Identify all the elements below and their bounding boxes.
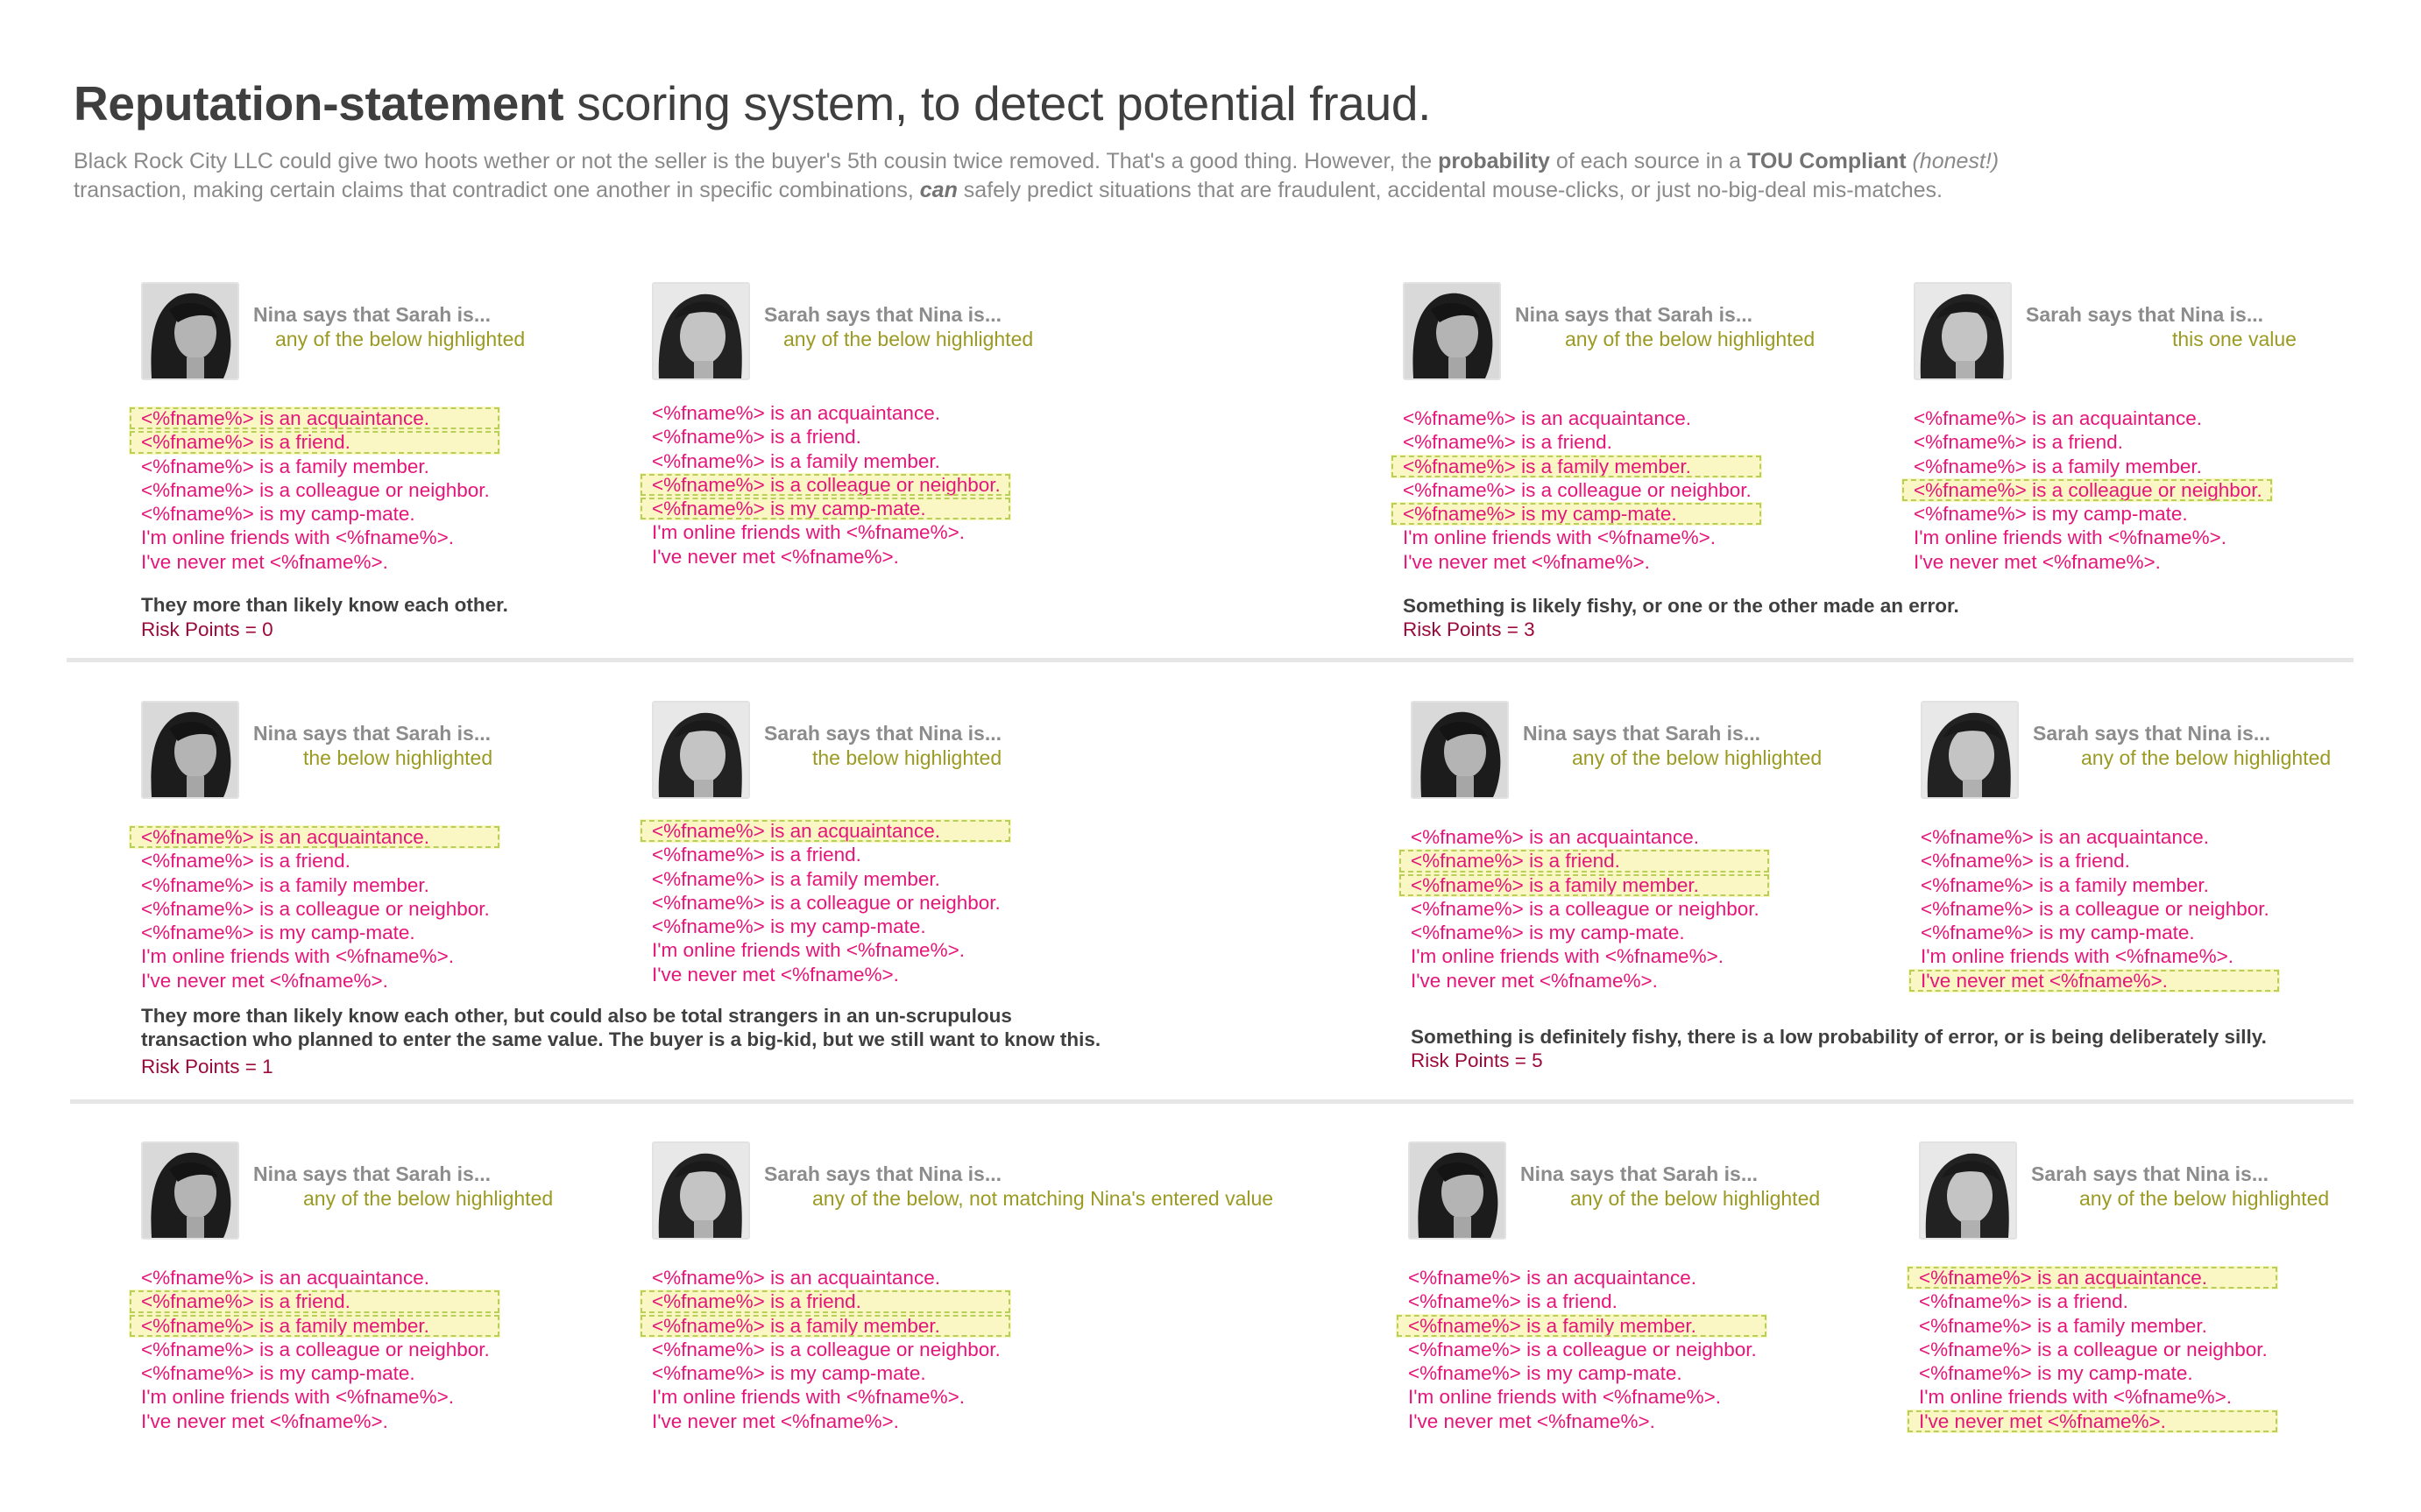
option-item: <%fname%> is a friend.: [1914, 431, 2123, 454]
intro-text-4: safely predict situations that are fraudulent, accidental mouse-clicks, or just no-big-deal mis-matches.: [957, 178, 1943, 202]
option-item: I'm online friends with <%fname%>.: [1914, 526, 2226, 549]
option-item: <%fname%> is a friend.: [1921, 850, 2130, 873]
nina-sub: any of the below highlighted: [1572, 746, 1823, 769]
option-item: <%fname%> is my camp-mate.: [1919, 1362, 2193, 1385]
option-item: I've never met <%fname%>.: [1907, 1410, 2278, 1433]
sarah-sub: the below highlighted: [812, 746, 1002, 769]
option-item: <%fname%> is an acquaintance.: [1403, 407, 1691, 429]
option-item: <%fname%> is an acquaintance.: [1921, 826, 2209, 848]
nina-portrait: [1412, 703, 1507, 797]
option-item: <%fname%> is a family member.: [1921, 873, 2209, 896]
intro-text-1: Black Rock City LLC could give two hoots wether or not the seller is the buyer's 5th cousin twice removed. That's a good thing. However, the: [74, 149, 1439, 173]
nina-portrait: [1405, 284, 1499, 378]
option-item: I've never met <%fname%>.: [1411, 969, 1658, 992]
option-item: I've never met <%fname%>.: [652, 1410, 899, 1432]
option-item: <%fname%> is my camp-mate.: [1391, 502, 1762, 526]
nina-options: [129, 825, 500, 993]
sarah-says: Sarah says that Nina is...: [2033, 722, 2271, 745]
option-item: <%fname%> is a friend.: [652, 426, 861, 449]
intro-honest: (honest!): [1912, 149, 2000, 173]
sarah-says: Sarah says that Nina is...: [764, 722, 1002, 745]
nina-sub: any of the below highlighted: [275, 328, 526, 350]
option-item: <%fname%> is a family member.: [129, 1314, 500, 1338]
verdict-line-2: transaction who planned to enter the same value. The buyer is a big-kid, but we still want to know this.: [141, 1028, 1101, 1050]
sarah-sub: any of the below, not matching Nina's entered value: [812, 1187, 1274, 1210]
nina-options: [129, 1266, 500, 1433]
option-item: <%fname%> is an acquaintance.: [1914, 407, 2202, 429]
risk-points: Risk Points = 3: [1403, 618, 1535, 640]
option-item: <%fname%> is my camp-mate.: [652, 1362, 926, 1385]
option-item: I'm online friends with <%fname%>.: [1919, 1386, 2232, 1409]
option-item: <%fname%> is my camp-mate.: [1921, 922, 2195, 944]
nina-sub: the below highlighted: [303, 746, 493, 769]
option-item: <%fname%> is my camp-mate.: [640, 497, 1011, 520]
nina-portrait: [1410, 1143, 1504, 1238]
option-item: <%fname%> is a colleague or neighbor.: [1919, 1338, 2268, 1360]
option-item: <%fname%> is a family member.: [1919, 1314, 2207, 1337]
option-item: <%fname%> is a family member.: [1398, 873, 1770, 897]
option-item: <%fname%> is my camp-mate.: [1914, 503, 2188, 526]
option-item: <%fname%> is a friend.: [652, 844, 861, 866]
option-item: I've never met <%fname%>.: [1908, 969, 2280, 993]
sarah-sub: any of the below highlighted: [783, 328, 1034, 350]
option-item: <%fname%> is a colleague or neighbor.: [1901, 478, 2273, 502]
option-item: I'm online friends with <%fname%>.: [1411, 945, 1724, 968]
divider-1: [67, 658, 2354, 662]
option-item: <%fname%> is a family member.: [1914, 455, 2202, 477]
verdict: They more than likely know each other.: [141, 594, 508, 616]
option-item: I'm online friends with <%fname%>.: [141, 526, 454, 549]
option-item: I'm online friends with <%fname%>.: [141, 1386, 454, 1409]
intro-text-3: transaction, making certain claims that contradict one another in specific combinations,: [74, 178, 920, 202]
option-item: I'm online friends with <%fname%>.: [652, 521, 965, 544]
option-item: I'm online friends with <%fname%>.: [652, 939, 965, 962]
option-item: <%fname%> is a friend.: [640, 1289, 1011, 1313]
option-item: <%fname%> is an acquaintance.: [652, 402, 940, 424]
nina-sub: any of the below highlighted: [1565, 328, 1816, 350]
intro-paragraph: [74, 147, 2352, 205]
verdict: [141, 1004, 1101, 1051]
option-item: I've never met <%fname%>.: [141, 550, 388, 573]
intro-text-2: of each source in a: [1549, 149, 1748, 173]
intro-tou-compliant: TOU Compliant: [1747, 149, 1907, 173]
option-item: <%fname%> is a colleague or neighbor.: [141, 1338, 490, 1360]
sarah-portrait: [654, 284, 748, 378]
option-item: I'm online friends with <%fname%>.: [1403, 526, 1716, 549]
nina-avatar: [141, 282, 239, 380]
nina-options: [1391, 406, 1762, 574]
sarah-avatar: [652, 282, 750, 380]
option-item: <%fname%> is a colleague or neighbor.: [1411, 897, 1759, 920]
option-item: <%fname%> is an acquaintance.: [129, 825, 500, 849]
nina-avatar: [141, 701, 239, 799]
option-item: <%fname%> is an acquaintance.: [1907, 1266, 2278, 1289]
sarah-portrait: [1915, 284, 2010, 378]
option-item: <%fname%> is a colleague or neighbor.: [652, 1338, 1001, 1360]
nina-says: Nina says that Sarah is...: [1520, 1162, 1759, 1185]
sarah-says: Sarah says that Nina is...: [2026, 303, 2264, 326]
option-item: I'm online friends with <%fname%>.: [141, 945, 454, 968]
option-item: I'm online friends with <%fname%>.: [1921, 945, 2233, 968]
option-item: <%fname%> is a colleague or neighbor.: [1408, 1338, 1757, 1360]
sarah-options: [640, 1266, 1011, 1433]
sarah-portrait: [654, 703, 748, 797]
option-item: <%fname%> is a friend.: [1398, 849, 1770, 873]
option-item: <%fname%> is a friend.: [129, 430, 500, 454]
option-item: I've never met <%fname%>.: [1408, 1410, 1655, 1432]
nina-portrait: [143, 284, 237, 378]
title-rest: scoring system, to detect potential fraud.: [563, 76, 1432, 131]
title-bold: Reputation-statement: [74, 76, 564, 131]
option-item: <%fname%> is an acquaintance.: [652, 1267, 940, 1289]
option-item: <%fname%> is a colleague or neighbor.: [1403, 478, 1752, 501]
page-header: [74, 75, 2352, 205]
option-item: I'm online friends with <%fname%>.: [1408, 1386, 1721, 1409]
sarah-portrait: [654, 1143, 748, 1238]
nina-options: [129, 406, 500, 574]
sarah-portrait: [1921, 1143, 2015, 1238]
option-item: <%fname%> is my camp-mate.: [1408, 1362, 1682, 1385]
nina-says: Nina says that Sarah is...: [253, 722, 492, 745]
option-item: I've never met <%fname%>.: [141, 969, 388, 992]
intro-can: can: [919, 178, 958, 202]
sarah-avatar: [652, 701, 750, 799]
option-item: I've never met <%fname%>.: [652, 545, 899, 568]
option-item: <%fname%> is a colleague or neighbor.: [640, 473, 1011, 497]
option-item: I've never met <%fname%>.: [652, 963, 899, 986]
option-item: <%fname%> is a colleague or neighbor.: [141, 897, 490, 920]
option-item: <%fname%> is a family member.: [640, 1314, 1011, 1338]
nina-says: Nina says that Sarah is...: [253, 1162, 492, 1185]
sarah-says: Sarah says that Nina is...: [764, 1162, 1002, 1185]
sarah-says: Sarah says that Nina is...: [2031, 1162, 2269, 1185]
option-item: <%fname%> is a colleague or neighbor.: [1921, 897, 2269, 920]
sarah-avatar: [1921, 701, 2019, 799]
option-item: <%fname%> is an acquaintance.: [129, 406, 500, 430]
option-item: I've never met <%fname%>.: [1403, 550, 1650, 573]
risk-points: Risk Points = 5: [1411, 1049, 1543, 1071]
verdict-line-1: They more than likely know each other, but could also be total strangers in an un-scrupulous: [141, 1005, 1012, 1027]
sarah-options: [1901, 406, 2273, 574]
nina-sub: any of the below highlighted: [303, 1187, 554, 1210]
nina-avatar: [1408, 1141, 1506, 1240]
option-item: <%fname%> is my camp-mate.: [1411, 922, 1685, 944]
nina-says: Nina says that Sarah is...: [1515, 303, 1753, 326]
option-item: <%fname%> is my camp-mate.: [141, 503, 415, 526]
option-item: <%fname%> is a family member.: [141, 455, 429, 477]
option-item: <%fname%> is my camp-mate.: [141, 1362, 415, 1385]
option-item: I'm online friends with <%fname%>.: [652, 1386, 965, 1409]
sarah-avatar: [1914, 282, 2012, 380]
sarah-portrait: [1922, 703, 2017, 797]
option-item: <%fname%> is a family member.: [1391, 455, 1762, 478]
option-item: <%fname%> is a family member.: [141, 873, 429, 896]
option-item: <%fname%> is a friend.: [1919, 1290, 2128, 1313]
option-item: <%fname%> is a friend.: [1408, 1290, 1618, 1313]
option-item: <%fname%> is my camp-mate.: [141, 922, 415, 944]
option-item: <%fname%> is an acquaintance.: [141, 1267, 429, 1289]
verdict: Something is definitely fishy, there is a low probability of error, or is being deliberately silly.: [1411, 1026, 2267, 1048]
sarah-options: [1907, 1266, 2278, 1433]
verdict: Something is likely fishy, or one or the other made an error.: [1403, 595, 1959, 617]
option-item: <%fname%> is a family member.: [1396, 1314, 1767, 1338]
option-item: <%fname%> is an acquaintance.: [640, 819, 1011, 843]
option-item: <%fname%> is a friend.: [1403, 431, 1612, 454]
divider-2: [70, 1099, 2354, 1104]
option-item: I've never met <%fname%>.: [1914, 550, 2161, 573]
nina-sub: any of the below highlighted: [1570, 1187, 1821, 1210]
nina-portrait: [143, 703, 237, 797]
nina-portrait: [143, 1143, 237, 1238]
nina-avatar: [141, 1141, 239, 1240]
nina-options: [1398, 825, 1770, 993]
risk-points: Risk Points = 0: [141, 618, 273, 640]
sarah-options: [640, 401, 1011, 569]
option-item: <%fname%> is a friend.: [129, 1289, 500, 1313]
nina-avatar: [1411, 701, 1509, 799]
sarah-options: [1908, 825, 2280, 993]
option-item: <%fname%> is a colleague or neighbor.: [652, 891, 1001, 914]
option-item: <%fname%> is a family member.: [652, 867, 940, 890]
page-title: [74, 75, 2352, 131]
option-item: <%fname%> is an acquaintance.: [1408, 1267, 1696, 1289]
sarah-avatar: [1919, 1141, 2017, 1240]
sarah-sub: any of the below highlighted: [2079, 1187, 2330, 1210]
option-item: <%fname%> is my camp-mate.: [652, 915, 926, 938]
intro-probability: probability: [1438, 149, 1550, 173]
sarah-says: Sarah says that Nina is...: [764, 303, 1002, 326]
option-item: I've never met <%fname%>.: [141, 1410, 388, 1432]
option-item: <%fname%> is a family member.: [652, 449, 940, 472]
option-item: <%fname%> is a colleague or neighbor.: [141, 478, 490, 501]
sarah-options: [640, 819, 1011, 986]
nina-options: [1396, 1266, 1767, 1433]
sarah-sub: any of the below highlighted: [2081, 746, 2332, 769]
nina-says: Nina says that Sarah is...: [1523, 722, 1761, 745]
risk-points: Risk Points = 1: [141, 1056, 273, 1077]
sarah-sub: this one value: [2172, 328, 2297, 350]
option-item: <%fname%> is an acquaintance.: [1411, 826, 1699, 848]
nina-says: Nina says that Sarah is...: [253, 303, 492, 326]
sarah-avatar: [652, 1141, 750, 1240]
option-item: <%fname%> is a friend.: [141, 850, 350, 873]
nina-avatar: [1403, 282, 1501, 380]
